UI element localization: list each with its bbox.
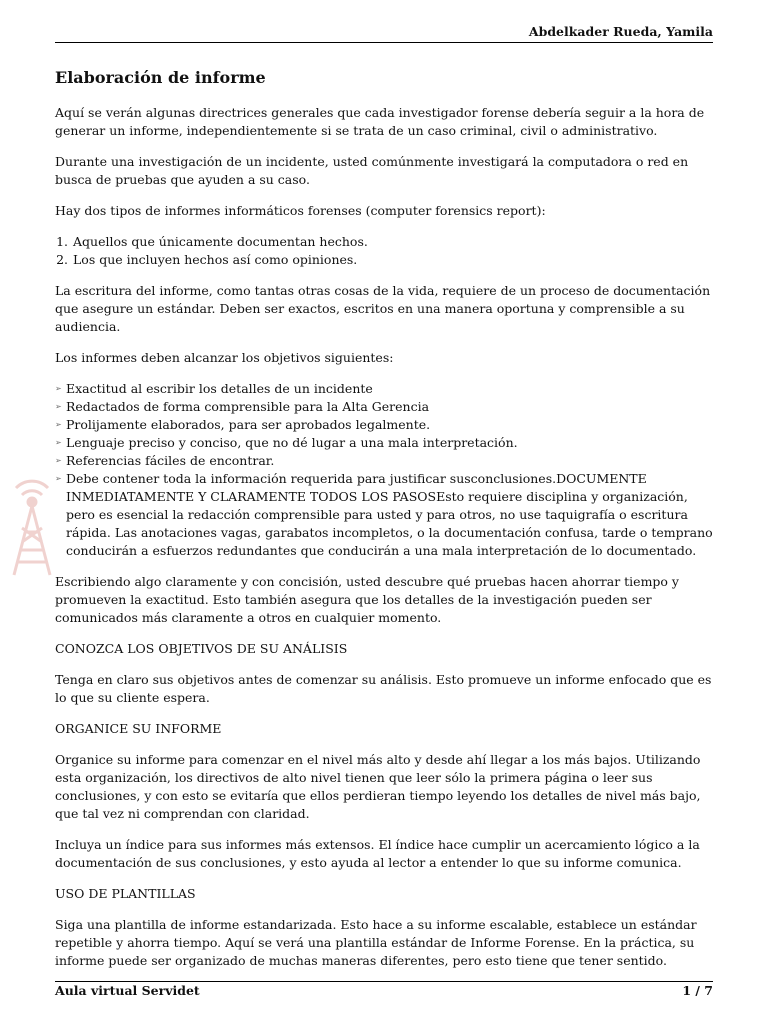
page-number: 1 / 7	[682, 983, 713, 998]
list-item: 1. Aquellos que únicamente documentan hechos.	[72, 233, 713, 251]
subheading: ORGANICE SU INFORME	[55, 721, 222, 736]
list-item: 2. Los que incluyen hechos así como opiniones.	[72, 251, 713, 269]
arrow-bullet-icon: ➢	[55, 438, 62, 447]
paragraph: La escritura del informe, como tantas otras cosas de la vida, requiere de un proceso de documentación que asegure un estándar. Deben ser exactos, escritos en una manera oportuna y comprensible a su audiencia.	[55, 283, 711, 334]
page-header-author: Abdelkader Rueda, Yamila	[528, 24, 713, 39]
list-item-text: Debe contener toda la información requerida para justificar susconclusiones.DOCUMENTE INMEDIATAMENTE Y CLARAMENTE TODOS LOS PASOSEsto requiere disciplina y organización, pero es esencial la redacción comprensible para usted y para otros, no use taquigrafía o escritura rápida. Las anotaciones vagas, garabatos incompletos, o la documentación confusa, tarde o temprano conducirán a esfuerzos redundantes que conducirán a una mala interpretación de lo documentado.	[66, 471, 713, 558]
paragraph: Aquí se verán algunas directrices generales que cada investigador forense debería seguir a la hora de generar un informe, independientemente si se trata de un caso criminal, civil o administrativo.	[55, 105, 705, 138]
list-item	[55, 434, 713, 452]
list-item	[55, 470, 713, 560]
antenna-logo-icon	[2, 470, 62, 580]
arrow-bullet-icon: ➢	[55, 474, 62, 483]
arrow-bullet-icon: ➢	[55, 384, 62, 393]
list-item-text: Lenguaje preciso y conciso, que no dé lugar a una mala interpretación.	[66, 435, 518, 450]
list-item-text: Exactitud al escribir los detalles de un incidente	[66, 381, 373, 396]
paragraph: Los informes deben alcanzar los objetivos siguientes:	[55, 350, 394, 365]
arrow-bullet-icon: ➢	[55, 456, 62, 465]
list-item-text: Redactados de forma comprensible para la Alta Gerencia	[66, 399, 430, 414]
subheading: USO DE PLANTILLAS	[55, 886, 196, 901]
list-item	[55, 398, 713, 416]
list-item-text: Referencias fáciles de encontrar.	[66, 453, 275, 468]
subheading: CONOZCA LOS OBJETIVOS DE SU ANÁLISIS	[55, 641, 348, 656]
list-item-text: Prolijamente elaborados, para ser aprobados legalmente.	[66, 417, 431, 432]
section-title: Elaboración de informe	[55, 68, 266, 87]
footer-site-name: Aula virtual Servidet	[55, 983, 200, 998]
list-item	[55, 452, 713, 470]
list-item	[55, 380, 713, 398]
paragraph: Hay dos tipos de informes informáticos forenses (computer forensics report):	[55, 203, 546, 218]
footer-rule	[55, 981, 713, 982]
arrow-bullet-icon: ➢	[55, 402, 62, 411]
report-types-list	[55, 233, 713, 269]
list-item	[55, 416, 713, 434]
paragraph: Tenga en claro sus objetivos antes de comenzar su análisis. Esto promueve un informe enfocado que es lo que su cliente espera.	[55, 672, 712, 705]
paragraph: Siga una plantilla de informe estandarizada. Esto hace a su informe escalable, establece un estándar repetible y ahorra tiempo. Aquí se verá una plantilla estándar de Informe Forense. En la práctica, su informe puede ser organizado de muchas maneras diferentes, pero esto tiene que tener sentido.	[55, 917, 697, 968]
paragraph: Durante una investigación de un incidente, usted comúnmente investigará la computadora o red en busca de pruebas que ayuden a su caso.	[55, 154, 689, 187]
document-body	[55, 66, 713, 983]
objectives-list	[55, 380, 713, 560]
arrow-bullet-icon: ➢	[55, 420, 62, 429]
paragraph: Organice su informe para comenzar en el nivel más alto y desde ahí llegar a los más bajos. Utilizando esta organización, los directivos de alto nivel tienen que leer sólo la primera página o leer sus conclusiones, y con esto se evitaría que ellos perdieran tiempo leyendo los detalles de nivel más bajo, que tal vez ni comprendan con claridad.	[55, 752, 701, 821]
paragraph: Escribiendo algo claramente y con concisión, usted descubre qué pruebas hacen ahorrar tiempo y promueven la exactitud. Esto también asegura que los detalles de la investigación pueden ser comunicados más claramente a otros en cualquier momento.	[55, 574, 679, 625]
paragraph: Incluya un índice para sus informes más extensos. El índice hace cumplir un acercamiento lógico a la documentación de sus conclusiones, y esto ayuda al lector a entender lo que su informe comunica.	[55, 837, 700, 870]
header-rule	[55, 42, 713, 43]
